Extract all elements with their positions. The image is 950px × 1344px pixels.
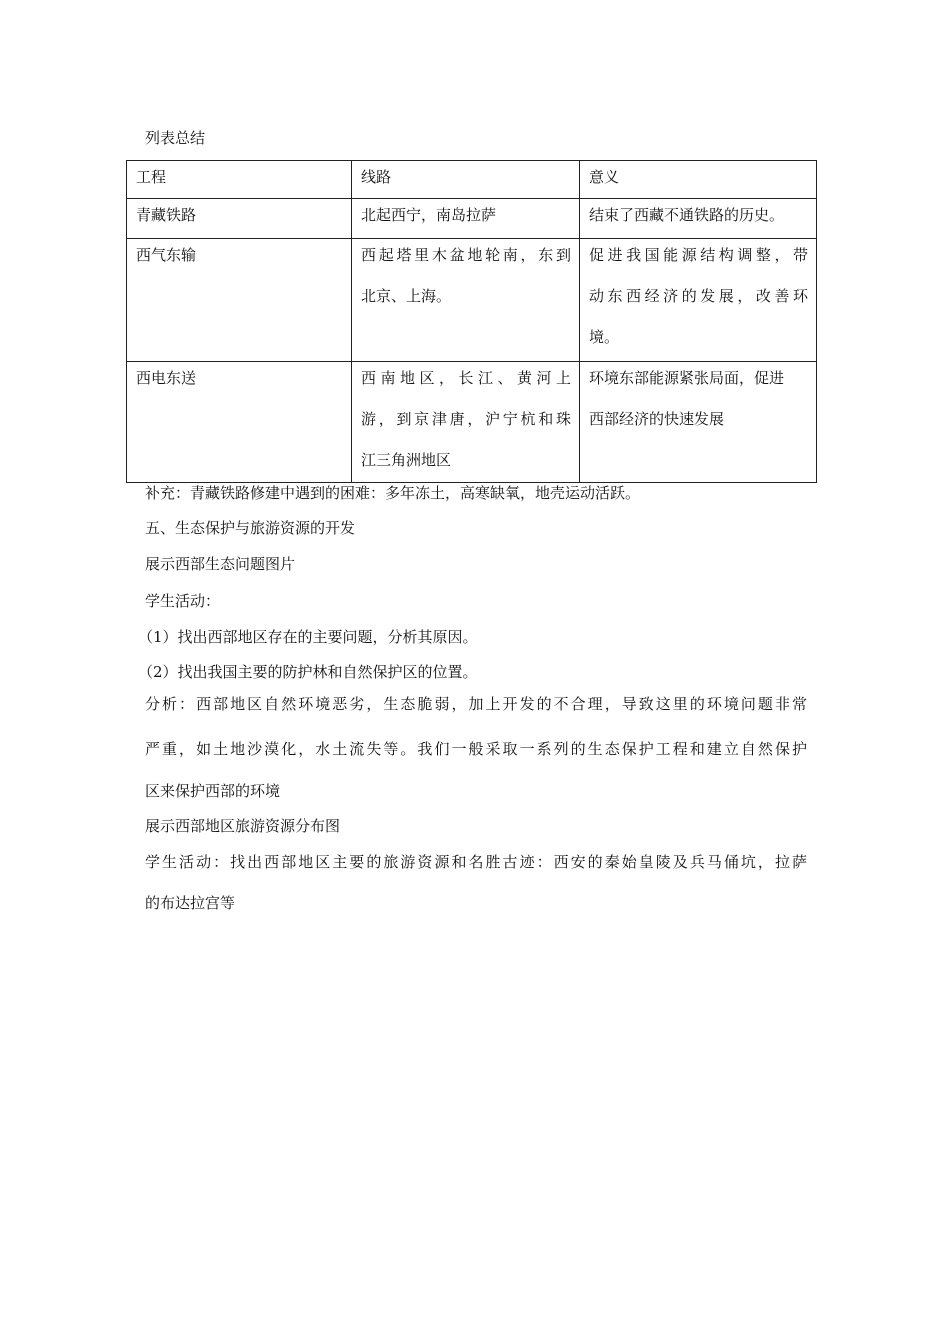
significance-line: 促进我国能源结构调整，带 — [589, 246, 808, 264]
task-item: （2）找出我国主要的防护林和自然保护区的位置。 — [138, 663, 478, 681]
table-row — [127, 239, 817, 362]
route-cell — [352, 239, 580, 362]
paragraph: 展示西部地区旅游资源分布图 — [145, 817, 341, 835]
route-line: 北京、上海。 — [361, 287, 452, 305]
significance-cell: 结束了西藏不通铁路的历史。 — [580, 199, 817, 239]
table-row — [127, 362, 817, 483]
significance-line: 西部经济的快速发展 — [589, 410, 725, 428]
significance-line: 动东西经济的发展，改善环 — [589, 287, 808, 305]
tourism-activity-line: 的布达拉宫等 — [145, 894, 236, 912]
route-line: 游，到京津唐，沪宁杭和珠 — [361, 410, 571, 428]
project-cell: 西气东输 — [127, 239, 352, 362]
table-header-cell: 工程 — [127, 161, 352, 199]
route-line: 江三角洲地区 — [361, 451, 452, 469]
analysis-line: 严重，如土地沙漠化，水土流失等。我们一般采取一系列的生态保护工程和建立自然保护 — [145, 740, 807, 758]
analysis-line: 分析：西部地区自然环境恶劣，生态脆弱，加上开发的不合理，导致这里的环境问题非常 — [145, 695, 807, 713]
route-line: 西南地区，长江、黄河上 — [361, 369, 571, 387]
section-title: 五、生态保护与旅游资源的开发 — [145, 519, 356, 537]
significance-cell — [580, 239, 817, 362]
paragraph: 展示西部生态问题图片 — [145, 555, 296, 573]
supplement-text: 补充：青藏铁路修建中遇到的困难：多年冻土，高寒缺氧，地壳运动活跃。 — [145, 484, 641, 502]
summary-table — [126, 160, 817, 483]
route-cell — [352, 362, 580, 483]
route-cell: 北起西宁，南岛拉萨 — [352, 199, 580, 239]
analysis-line: 区来保护西部的环境 — [145, 782, 281, 800]
table-header-row — [127, 161, 817, 199]
project-cell: 西电东送 — [127, 362, 352, 483]
project-cell: 青藏铁路 — [127, 199, 352, 239]
route-line: 西起塔里木盆地轮南，东到 — [361, 246, 571, 264]
table-row — [127, 199, 817, 239]
table-header-cell: 意义 — [580, 161, 817, 199]
task-item: （1）找出西部地区存在的主要问题，分析其原因。 — [138, 628, 478, 646]
tourism-activity-line: 学生活动：找出西部地区主要的旅游资源和名胜古迹：西安的秦始皇陵及兵马俑坑，拉萨 — [145, 853, 807, 871]
table-caption: 列表总结 — [145, 129, 206, 147]
paragraph: 学生活动： — [145, 592, 221, 610]
significance-line: 环境东部能源紧张局面，促进 — [589, 369, 785, 387]
significance-line: 境。 — [589, 328, 620, 346]
significance-cell — [580, 362, 817, 483]
table-header-cell: 线路 — [352, 161, 580, 199]
